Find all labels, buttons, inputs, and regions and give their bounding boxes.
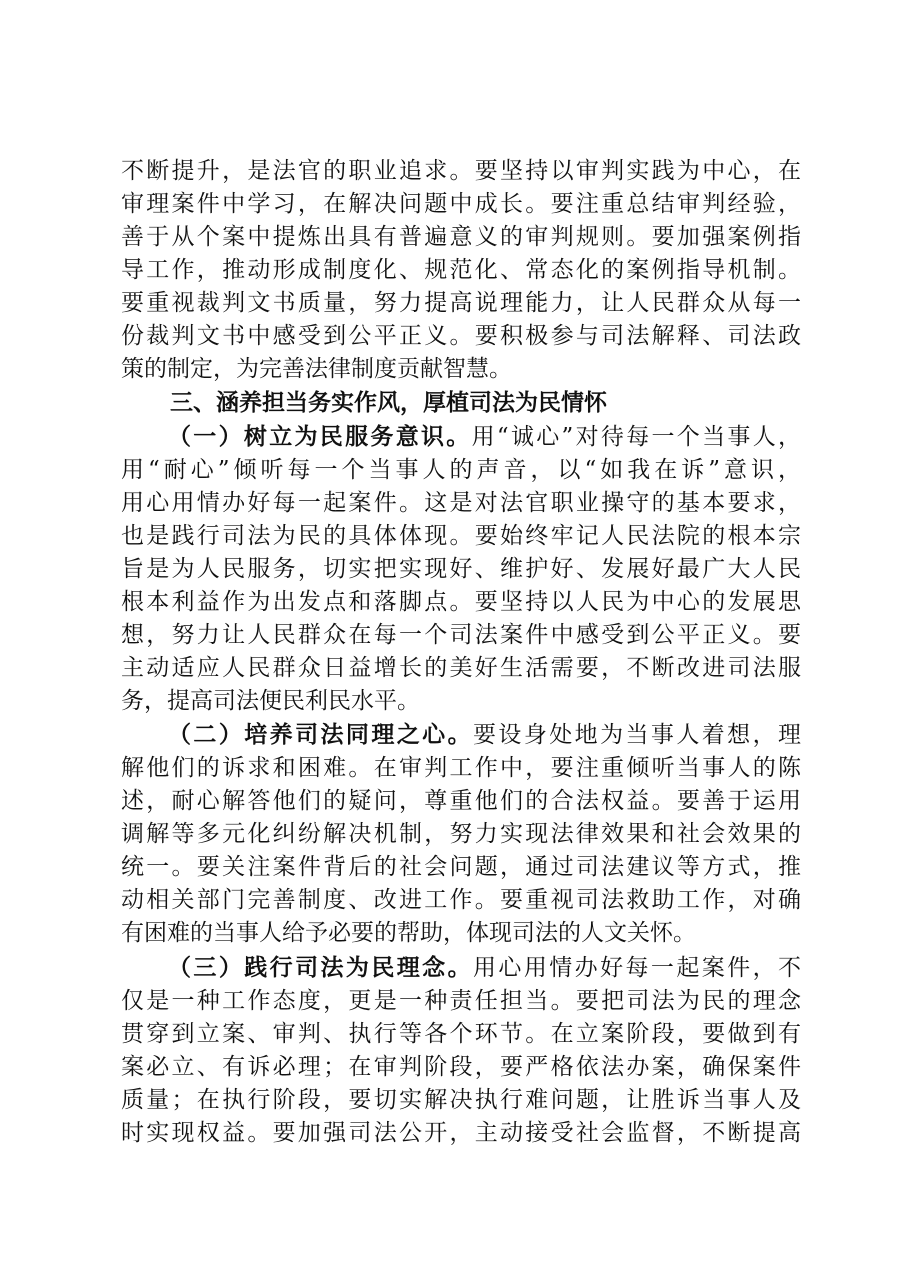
body-line: 质量；在执行阶段，要切实解决执行难问题，让胜诉当事人及: [121, 1087, 801, 1113]
body-line: 导工作，推动形成制度化、规范化、常态化的案例指导机制。: [121, 257, 801, 283]
body-line: 想，努力让人民群众在每一个司法案件中感受到公平正义。要: [121, 622, 801, 648]
body-line: 调解等多元化纠纷解决机制，努力实现法律效果和社会效果的: [121, 821, 801, 847]
section-heading: 三、涵养担当务实作风，厚植司法为民情怀: [170, 390, 607, 416]
subsection-first-line: [168, 719, 801, 751]
body-line: 善于从个案中提炼出具有普遍意义的审判规则。要加强案例指: [121, 224, 801, 250]
body-line: 解他们的诉求和困难。在审判工作中，要注重倾听当事人的陈: [121, 755, 801, 781]
subsection-first-line-text: 用“诚心”对待每一个当事人，: [471, 424, 801, 450]
subsection-first-line: [168, 421, 801, 453]
body-line: 审理案件中学习，在解决问题中成长。要注重总结审判经验，: [121, 191, 801, 217]
body-line: 贯穿到立案、审判、执行等各个环节。在立案阶段，要做到有: [121, 1021, 801, 1047]
body-line: 也是践行司法为民的具体体现。要始终牢记人民法院的根本宗: [121, 523, 801, 549]
subsection-first-line-text: 要设身处地为当事人着想，理: [473, 722, 801, 748]
body-line: 有困难的当事人给予必要的帮助，体现司法的人文关怀。: [121, 920, 696, 946]
body-line: 案必立、有诉必理；在审判阶段，要严格依法办案，确保案件: [121, 1054, 801, 1080]
subsection-title: （三）践行司法为民理念。: [168, 955, 473, 981]
subsection-first-line-text: 用心用情办好每一起案件，不: [473, 955, 801, 981]
body-line: 动相关部门完善制度、改进工作。要重视司法救助工作，对确: [121, 887, 801, 913]
subsection-first-line: [168, 952, 801, 984]
body-line: 时实现权益。要加强司法公开，主动接受社会监督，不断提高: [121, 1120, 801, 1146]
body-line: 要重视裁判文书质量，努力提高说理能力，让人民群众从每一: [121, 290, 801, 316]
body-line: 务，提高司法便民利民水平。: [121, 688, 420, 714]
subsection-title: （一）树立为民服务意识。: [168, 424, 472, 450]
body-line: 不断提升，是法官的职业追求。要坚持以审判实践为中心，在: [121, 158, 801, 184]
body-line: 统一。要关注案件背后的社会问题，通过司法建议等方式，推: [121, 854, 801, 880]
body-line: 主动适应人民群众日益增长的美好生活需要，不断改进司法服: [121, 655, 801, 681]
body-line: 根本利益作为出发点和落脚点。要坚持以人民为中心的发展思: [121, 589, 801, 615]
body-line: 策的制定，为完善法律制度贡献智慧。: [121, 356, 512, 382]
body-line: 用心用情办好每一起案件。这是对法官职业操守的基本要求，: [121, 490, 801, 516]
body-line: 旨是为人民服务，切实把实现好、维护好、发展好最广大人民: [121, 556, 801, 582]
subsection-title: （二）培养司法同理之心。: [168, 722, 473, 748]
body-line: 述，耐心解答他们的疑问，尊重他们的合法权益。要善于运用: [121, 788, 801, 814]
body-line: 份裁判文书中感受到公平正义。要积极参与司法解释、司法政: [121, 323, 801, 349]
body-line: 用“耐心”倾听每一个当事人的声音，以“如我在诉”意识，: [121, 457, 801, 483]
body-line: 仅是一种工作态度，更是一种责任担当。要把司法为民的理念: [121, 988, 801, 1014]
